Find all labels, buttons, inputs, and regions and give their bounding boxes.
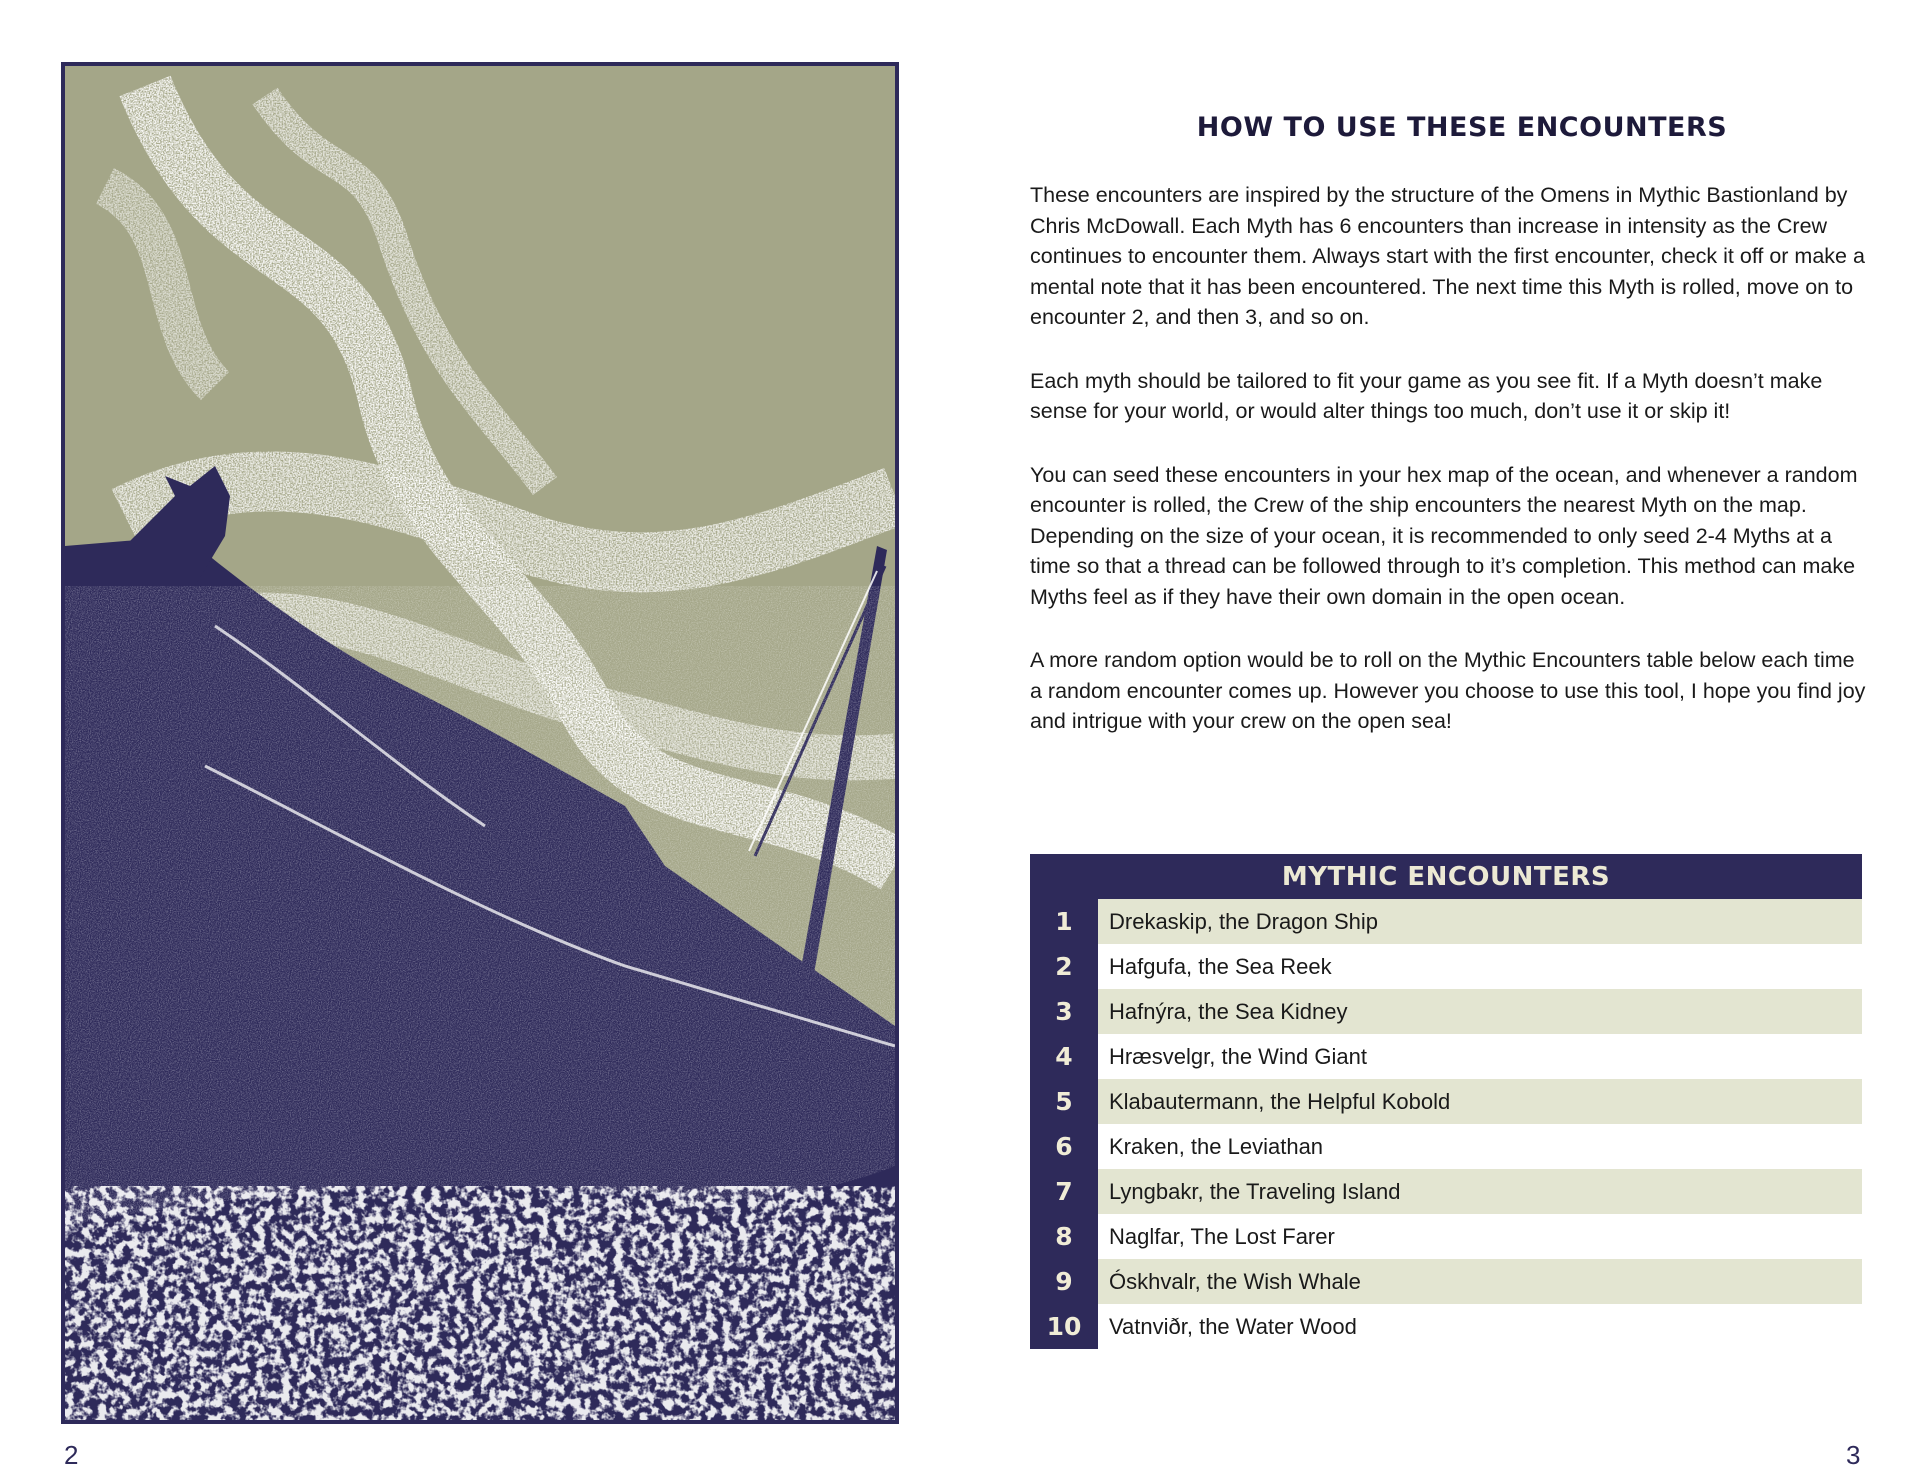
table-row (1030, 1259, 1862, 1304)
paragraph: You can seed these encounters in your hex map of the ocean, and whenever a random encounter is rolled, the Crew of the ship encounters the nearest Myth on the map. Depending on the size of your ocean, it is recommended to only seed 2-4 Myths at a time so that a thread can be followed through to it’s completion. This method can make Myths feel as if they have their own domain in the open ocean. (1030, 462, 1858, 609)
encounter-name: Óskhvalr, the Wish Whale (1098, 1259, 1862, 1304)
table-row (1030, 989, 1862, 1034)
encounter-name: Naglfar, The Lost Farer (1098, 1214, 1862, 1259)
table-title: MYTHIC ENCOUNTERS (1030, 854, 1862, 899)
encounter-name: Hafnýra, the Sea Kidney (1098, 989, 1862, 1034)
encounter-name: Lyngbakr, the Traveling Island (1098, 1169, 1862, 1214)
row-number: 5 (1030, 1079, 1098, 1124)
row-number: 6 (1030, 1124, 1098, 1169)
paragraph: Each myth should be tailored to fit your game as you see fit. If a Myth doesn’t make sense for your world, or would alter things too much, don’t use it or skip it! (1030, 368, 1823, 423)
illustration-art (65, 66, 895, 1420)
encounter-name: Vatnviðr, the Water Wood (1098, 1304, 1862, 1349)
page-number-right: 3 (1846, 1440, 1861, 1470)
table-row (1030, 1304, 1862, 1349)
paragraph: A more random option would be to roll on the Mythic Encounters table below each time a random encounter comes up. However you choose to use this tool, I hope you find joy and intrigue with your crew on the open sea! (1030, 648, 1866, 733)
mythic-encounters-table (1030, 854, 1862, 1349)
page-number-left: 2 (64, 1440, 79, 1470)
row-number: 10 (1030, 1304, 1098, 1349)
encounter-name: Hafgufa, the Sea Reek (1098, 944, 1862, 989)
table-row (1030, 1124, 1862, 1169)
encounter-name: Drekaskip, the Dragon Ship (1098, 899, 1862, 944)
encounter-name: Hræsvelgr, the Wind Giant (1098, 1034, 1862, 1079)
table-row (1030, 1169, 1862, 1214)
table-row (1030, 1214, 1862, 1259)
row-number: 8 (1030, 1214, 1098, 1259)
table-row (1030, 944, 1862, 989)
page-title: HOW TO USE THESE ENCOUNTERS (1196, 112, 1728, 143)
paragraph: These encounters are inspired by the structure of the Omens in Mythic Bastionland by Chris McDowall. Each Myth has 6 encounters than increase in intensity as the Crew continues to encounter them. Always start with the first encounter, check it off or make a mental note that it has been encountered. The next time this Myth is rolled, move on to encounter 2, and then 3, and so on. (1030, 183, 1865, 329)
encounter-name: Kraken, the Leviathan (1098, 1124, 1862, 1169)
row-number: 7 (1030, 1169, 1098, 1214)
table-row (1030, 1034, 1862, 1079)
row-number: 2 (1030, 944, 1098, 989)
row-number: 1 (1030, 899, 1098, 944)
table-row (1030, 1079, 1862, 1124)
row-number: 9 (1030, 1259, 1098, 1304)
encounter-name: Klabautermann, the Helpful Kobold (1098, 1079, 1862, 1124)
row-number: 3 (1030, 989, 1098, 1034)
viking-ship-illustration (61, 62, 899, 1424)
table-body (1030, 899, 1862, 1349)
row-number: 4 (1030, 1034, 1098, 1079)
table-row (1030, 899, 1862, 944)
body-text (1030, 180, 1866, 770)
